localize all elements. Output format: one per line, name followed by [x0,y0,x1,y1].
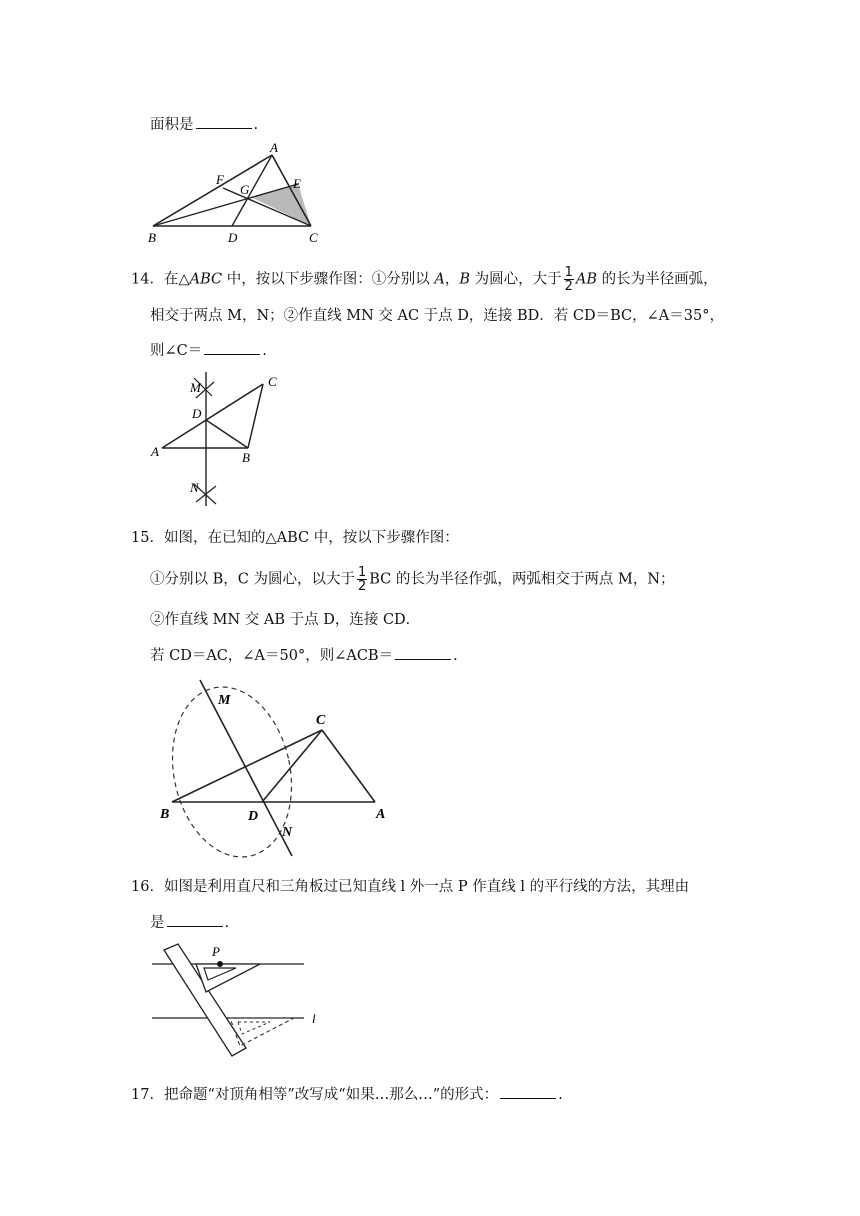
q14-line2: 相交于两点 M，N；②作直线 MN 交 AC 于点 D，连接 BD．若 CD＝BC，∠A＝35°， [150,308,724,324]
label-l: l [312,1011,316,1026]
fraction-half: $\frac{1}{2}$ [564,265,573,294]
label-n: N [282,825,293,840]
label-a: A [270,142,278,155]
label-d: D [228,230,238,245]
q14-construction-figure [146,368,286,513]
q13-tail: 面积是 [150,117,194,133]
label-b: B [160,807,170,822]
label-d: D [192,406,202,421]
label-c: C [268,374,277,389]
answer-blank[interactable] [500,1084,556,1099]
label-m: M [190,380,201,395]
label-m: M [218,693,231,708]
label-p: P [212,944,220,959]
label-a: A [376,807,386,822]
q14-line3: 则∠C＝ . [150,340,267,361]
label-d: D [248,809,259,824]
q14-line1: 14．在△ABC 中，按以下步骤作图：①分别以 A，B 为圆心，大于 $\frac{1}{2}$ AB 的长为半径画弧， [131,265,718,294]
q15-line1: 15．如图，在已知的△ABC 中，按以下步骤作图： [131,530,459,546]
answer-blank[interactable] [395,645,451,660]
label-b: B [242,450,250,465]
answer-blank[interactable] [204,340,260,355]
label-c: C [309,230,318,245]
answer-blank[interactable] [196,114,252,129]
q15-line3: ②作直线 MN 交 AB 于点 D，连接 CD． [150,612,421,628]
label-b: B [148,230,156,245]
q16-line1: 16．如图是利用直尺和三角板过已知直线 l 外一点 P 作直线 l 的平行线的方法，其理由 [131,879,690,895]
q16-ruler-triangle-figure [148,940,338,1068]
q15-line4: 若 CD＝AC，∠A＝50°，则∠ACB＝ . [150,645,458,666]
label-g: G [240,182,250,197]
q16-line2: 是 . [150,912,229,933]
label-n: N [190,480,199,495]
q13-text: 面积是 . [150,114,258,135]
label-c: C [316,713,326,728]
q15-line2: ①分别以 B，C 为圆心，以大于 $\frac{1}{2}$ BC 的长为半径作弧，两弧相交于两点 M，N； [150,565,675,594]
q17-line: 17．把命题“对顶角相等”改写成“如果…那么…”的形式： . [131,1084,563,1105]
label-e: E [293,176,301,191]
q13-triangle-figure [144,142,324,246]
label-f: F [216,172,224,187]
answer-blank[interactable] [167,912,223,927]
fraction-half: $\frac{1}{2}$ [357,565,367,594]
q15-construction-figure [150,672,390,862]
label-a: A [151,444,159,459]
